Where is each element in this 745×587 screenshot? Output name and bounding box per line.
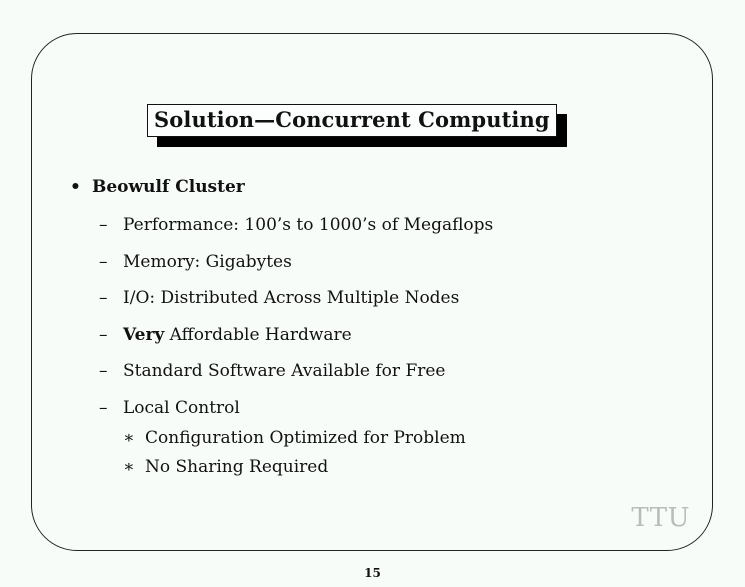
sub-subbullet-text: Configuration Optimized for Problem bbox=[145, 427, 466, 448]
sub-subbullet-list bbox=[70, 423, 493, 481]
subbullet-list bbox=[70, 207, 493, 426]
dash-marker: – bbox=[99, 397, 108, 418]
slide-title: Solution—Concurrent Computing bbox=[147, 104, 557, 137]
subbullet-text: Performance: 100’s to 1000’s of Megaflops bbox=[123, 215, 494, 236]
bullet-beowulf-cluster bbox=[70, 174, 493, 200]
slide-content bbox=[70, 174, 493, 481]
brand-logo-text: TTU bbox=[631, 503, 690, 533]
subbullet-performance bbox=[70, 207, 493, 244]
emphasis-very: Very bbox=[123, 324, 165, 345]
bullet-label: Beowulf Cluster bbox=[92, 177, 245, 197]
dash-marker: – bbox=[99, 288, 108, 309]
dash-marker: – bbox=[99, 215, 108, 236]
subbullet-text-rest: Affordable Hardware bbox=[164, 324, 352, 345]
dash-marker: – bbox=[99, 251, 108, 272]
dash-marker: – bbox=[99, 361, 108, 382]
subbullet-software bbox=[70, 353, 493, 390]
page-number: 15 bbox=[364, 566, 381, 580]
subbullet-text: Standard Software Available for Free bbox=[123, 361, 446, 382]
subbullet-memory bbox=[70, 244, 493, 281]
subbullet-io bbox=[70, 280, 493, 317]
title-container bbox=[147, 104, 557, 137]
subbullet-text: Memory: Gigabytes bbox=[123, 251, 292, 272]
bullet-marker: • bbox=[70, 177, 81, 197]
sub-subbullet-no-sharing bbox=[70, 452, 493, 481]
sub-subbullet-configuration bbox=[70, 423, 493, 452]
star-marker: ∗ bbox=[123, 427, 135, 448]
subbullet-text: I/O: Distributed Across Multiple Nodes bbox=[123, 288, 460, 309]
dash-marker: – bbox=[99, 324, 108, 345]
subbullet-text bbox=[123, 325, 352, 345]
sub-subbullet-text: No Sharing Required bbox=[145, 456, 329, 477]
subbullet-text: Local Control bbox=[123, 397, 240, 418]
star-marker: ∗ bbox=[123, 456, 135, 477]
subbullet-local-control bbox=[70, 390, 493, 427]
subbullet-hardware bbox=[70, 317, 493, 354]
